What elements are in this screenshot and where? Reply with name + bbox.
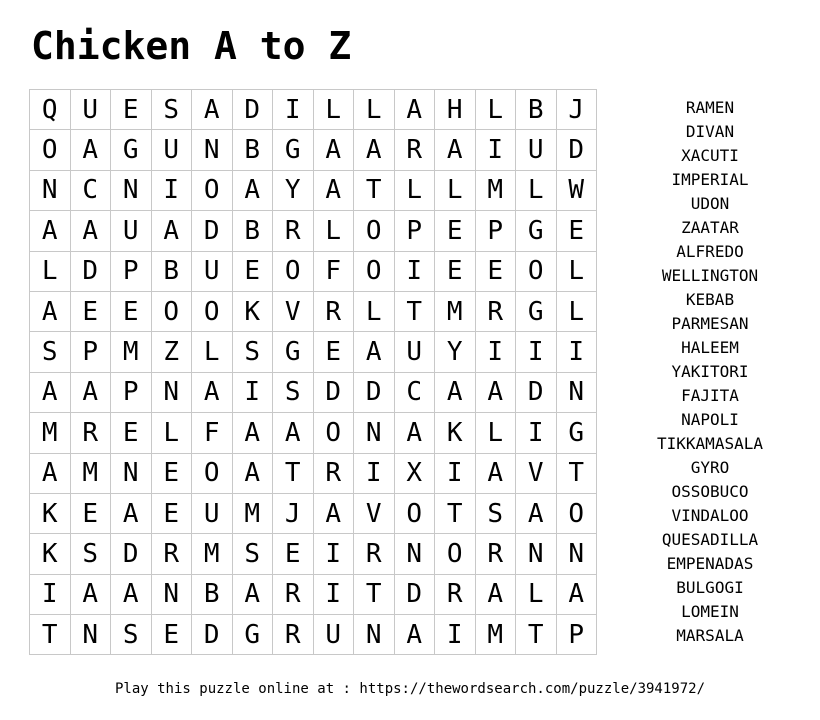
grid-cell[interactable]: I [556, 332, 597, 372]
grid-cell[interactable]: D [516, 372, 557, 412]
grid-cell[interactable]: A [435, 130, 476, 170]
grid-cell[interactable]: A [70, 372, 111, 412]
grid-cell[interactable]: M [111, 332, 152, 372]
grid-cell[interactable]: I [435, 453, 476, 493]
grid-cell[interactable]: T [354, 574, 395, 614]
grid-row [30, 615, 597, 655]
grid-cell[interactable]: R [475, 534, 516, 574]
grid-cell[interactable]: D [232, 90, 273, 130]
grid-cell[interactable]: R [475, 291, 516, 331]
grid-cell[interactable]: R [313, 453, 354, 493]
grid-cell[interactable]: O [394, 493, 435, 533]
grid-cell[interactable]: M [30, 413, 71, 453]
grid-cell[interactable]: E [151, 453, 192, 493]
grid-row [30, 291, 597, 331]
grid-cell[interactable]: I [232, 372, 273, 412]
grid-cell[interactable]: L [556, 251, 597, 291]
grid-cell[interactable]: A [30, 211, 71, 251]
grid-cell[interactable]: E [111, 90, 152, 130]
grid-cell[interactable]: A [354, 130, 395, 170]
word-list-item: DIVAN [685, 122, 735, 141]
grid-cell[interactable]: L [475, 413, 516, 453]
word-list-item: RAMEN [685, 98, 735, 117]
grid-cell[interactable]: A [30, 453, 71, 493]
word-list-item: TIKKAMASALA [657, 434, 763, 453]
grid-cell[interactable]: E [70, 291, 111, 331]
word-list-item: WELLINGTON [661, 266, 759, 285]
grid-cell[interactable]: L [354, 291, 395, 331]
grid-cell[interactable]: N [151, 574, 192, 614]
grid-cell[interactable]: C [394, 372, 435, 412]
word-list-item: NAPOLI [681, 410, 739, 429]
grid-cell[interactable]: I [435, 615, 476, 655]
grid-cell[interactable]: I [313, 574, 354, 614]
grid-cell[interactable]: L [192, 332, 233, 372]
grid-cell[interactable]: G [556, 413, 597, 453]
grid-cell[interactable]: C [70, 170, 111, 210]
grid-row [30, 574, 597, 614]
grid-cell[interactable]: D [192, 615, 233, 655]
grid-cell[interactable]: S [273, 372, 314, 412]
grid-cell[interactable]: T [30, 615, 71, 655]
grid-cell[interactable]: M [192, 534, 233, 574]
grid-cell[interactable]: D [313, 372, 354, 412]
grid-row [30, 453, 597, 493]
grid-cell[interactable]: O [435, 534, 476, 574]
grid-cell[interactable]: A [70, 130, 111, 170]
grid-cell[interactable]: A [475, 372, 516, 412]
grid-cell[interactable]: B [232, 211, 273, 251]
grid-cell[interactable]: S [70, 534, 111, 574]
grid-cell[interactable]: O [354, 251, 395, 291]
grid-row [30, 413, 597, 453]
grid-row [30, 211, 597, 251]
grid-cell[interactable]: M [232, 493, 273, 533]
grid-cell[interactable]: R [354, 534, 395, 574]
grid-row [30, 372, 597, 412]
grid-cell[interactable]: A [151, 211, 192, 251]
grid-cell[interactable]: V [273, 291, 314, 331]
grid-cell[interactable]: E [435, 251, 476, 291]
grid-cell[interactable]: M [475, 615, 516, 655]
grid-cell[interactable]: A [394, 413, 435, 453]
grid-cell[interactable]: A [394, 90, 435, 130]
grid-cell[interactable]: A [30, 372, 71, 412]
grid-cell[interactable]: L [354, 90, 395, 130]
grid-row [30, 130, 597, 170]
word-list-item: OSSOBUCO [671, 482, 749, 501]
grid-cell[interactable]: O [273, 251, 314, 291]
grid-cell[interactable]: H [435, 90, 476, 130]
grid-cell[interactable]: U [70, 90, 111, 130]
grid-cell[interactable]: G [273, 332, 314, 372]
grid-cell[interactable]: L [516, 170, 557, 210]
grid-cell[interactable]: A [70, 574, 111, 614]
grid-cell[interactable]: R [151, 534, 192, 574]
grid-cell[interactable]: I [475, 130, 516, 170]
grid-cell[interactable]: O [192, 453, 233, 493]
grid-cell[interactable]: G [516, 291, 557, 331]
grid-cell[interactable]: M [435, 291, 476, 331]
grid-cell[interactable]: D [111, 534, 152, 574]
grid-cell[interactable]: E [151, 493, 192, 533]
grid-cell[interactable]: T [556, 453, 597, 493]
grid-cell[interactable]: B [516, 90, 557, 130]
grid-cell[interactable]: I [516, 332, 557, 372]
grid-cell[interactable]: A [556, 574, 597, 614]
grid-cell[interactable]: S [475, 493, 516, 533]
grid-row [30, 534, 597, 574]
grid-row [30, 170, 597, 210]
grid-cell[interactable]: T [435, 493, 476, 533]
grid-cell[interactable]: Z [151, 332, 192, 372]
grid-cell[interactable]: I [151, 170, 192, 210]
grid-cell[interactable]: S [30, 332, 71, 372]
grid-cell[interactable]: Y [273, 170, 314, 210]
word-list-item: LOMEIN [681, 602, 739, 621]
grid-cell[interactable]: G [273, 130, 314, 170]
grid-cell[interactable]: A [313, 493, 354, 533]
word-list-item: XACUTI [681, 146, 739, 165]
grid-cell[interactable]: N [111, 170, 152, 210]
grid-cell[interactable]: N [556, 372, 597, 412]
grid-cell[interactable]: O [192, 291, 233, 331]
grid-cell[interactable]: A [475, 453, 516, 493]
grid-cell[interactable]: N [151, 372, 192, 412]
grid-row [30, 251, 597, 291]
grid-cell[interactable]: S [232, 534, 273, 574]
grid-cell[interactable]: G [232, 615, 273, 655]
grid-row [30, 90, 597, 130]
grid-cell[interactable]: A [354, 332, 395, 372]
grid-cell[interactable]: N [354, 615, 395, 655]
grid-cell[interactable]: O [313, 413, 354, 453]
grid-cell[interactable]: U [313, 615, 354, 655]
grid-cell[interactable]: L [394, 170, 435, 210]
grid-cell[interactable]: B [232, 130, 273, 170]
grid-cell[interactable]: T [273, 453, 314, 493]
grid-cell[interactable]: A [192, 372, 233, 412]
grid-cell[interactable]: D [192, 211, 233, 251]
grid-cell[interactable]: E [111, 291, 152, 331]
grid-cell[interactable]: R [394, 130, 435, 170]
grid-cell[interactable]: T [394, 291, 435, 331]
grid-cell[interactable]: L [30, 251, 71, 291]
grid-cell[interactable]: U [192, 493, 233, 533]
word-list-item: EMPENADAS [666, 554, 754, 573]
grid-cell[interactable]: Q [30, 90, 71, 130]
grid-cell[interactable]: V [516, 453, 557, 493]
grid-cell[interactable]: A [394, 615, 435, 655]
grid-cell[interactable]: A [70, 211, 111, 251]
grid-cell[interactable]: R [70, 413, 111, 453]
grid-cell[interactable]: P [111, 372, 152, 412]
grid-cell[interactable]: M [475, 170, 516, 210]
grid-cell[interactable]: S [111, 615, 152, 655]
grid-cell[interactable]: D [354, 372, 395, 412]
word-list-item: YAKITORI [671, 362, 749, 381]
grid-cell[interactable]: D [70, 251, 111, 291]
grid-cell[interactable]: S [232, 332, 273, 372]
grid-cell[interactable]: V [354, 493, 395, 533]
grid-cell[interactable]: L [313, 90, 354, 130]
grid-cell[interactable]: E [435, 211, 476, 251]
grid-cell[interactable]: L [516, 574, 557, 614]
grid-cell[interactable]: I [475, 332, 516, 372]
grid-cell[interactable]: U [192, 251, 233, 291]
grid-cell[interactable]: P [556, 615, 597, 655]
grid-cell[interactable]: N [70, 615, 111, 655]
grid-cell[interactable]: N [192, 130, 233, 170]
grid-cell[interactable]: U [151, 130, 192, 170]
grid-cell[interactable]: J [273, 493, 314, 533]
grid-row [30, 332, 597, 372]
word-list-item: KEBAB [685, 290, 735, 309]
grid-cell[interactable]: P [70, 332, 111, 372]
word-list [640, 96, 780, 648]
grid-cell[interactable]: R [273, 615, 314, 655]
grid-cell[interactable]: I [30, 574, 71, 614]
grid-cell[interactable]: A [111, 574, 152, 614]
word-list-item: FAJITA [681, 386, 739, 405]
grid-cell[interactable]: R [273, 211, 314, 251]
word-list-item: PARMESAN [671, 314, 749, 333]
grid-cell[interactable]: E [111, 413, 152, 453]
grid-cell[interactable]: G [111, 130, 152, 170]
grid-cell[interactable]: O [516, 251, 557, 291]
grid-cell[interactable]: A [313, 130, 354, 170]
grid-cell[interactable]: N [556, 534, 597, 574]
grid-cell[interactable]: A [232, 574, 273, 614]
word-list-item: IMPERIAL [671, 170, 749, 189]
grid-cell[interactable]: F [192, 413, 233, 453]
grid-cell[interactable]: B [151, 251, 192, 291]
grid-cell[interactable]: I [354, 453, 395, 493]
grid-cell[interactable]: E [151, 615, 192, 655]
grid-cell[interactable]: U [394, 332, 435, 372]
grid-cell[interactable]: I [516, 413, 557, 453]
grid-cell[interactable]: Y [435, 332, 476, 372]
grid-cell[interactable]: O [30, 130, 71, 170]
grid-cell[interactable]: N [354, 413, 395, 453]
grid-cell[interactable]: O [354, 211, 395, 251]
grid-cell[interactable]: K [435, 413, 476, 453]
grid-cell[interactable]: O [151, 291, 192, 331]
grid-cell[interactable]: U [111, 211, 152, 251]
word-list-item: ZAATAR [681, 218, 739, 237]
grid-cell[interactable]: K [232, 291, 273, 331]
grid-cell[interactable]: D [556, 130, 597, 170]
grid-cell[interactable]: A [475, 574, 516, 614]
grid-cell[interactable]: B [192, 574, 233, 614]
grid-cell[interactable]: A [273, 413, 314, 453]
grid-cell[interactable]: A [30, 291, 71, 331]
grid-cell[interactable]: E [556, 211, 597, 251]
grid-cell[interactable]: A [232, 413, 273, 453]
grid-cell[interactable]: D [394, 574, 435, 614]
grid-cell[interactable]: N [111, 453, 152, 493]
grid-cell[interactable]: S [151, 90, 192, 130]
grid-cell[interactable]: E [273, 534, 314, 574]
grid-cell[interactable]: N [394, 534, 435, 574]
grid-cell[interactable]: O [556, 493, 597, 533]
grid-cell[interactable]: A [192, 90, 233, 130]
grid-cell[interactable]: R [273, 574, 314, 614]
word-list-item: UDON [690, 194, 730, 213]
grid-cell[interactable]: X [394, 453, 435, 493]
grid-cell[interactable]: E [313, 332, 354, 372]
grid-cell[interactable]: P [475, 211, 516, 251]
word-list-item: VINDALOO [671, 506, 749, 525]
footer-link-text[interactable]: Play this puzzle online at : https://thewordsearch.com/puzzle/3941972/ [114, 681, 705, 697]
grid-cell[interactable]: K [30, 534, 71, 574]
grid-cell[interactable]: N [516, 534, 557, 574]
grid-cell[interactable]: E [475, 251, 516, 291]
grid-cell[interactable]: T [354, 170, 395, 210]
grid-cell[interactable]: J [556, 90, 597, 130]
grid-cell[interactable]: W [556, 170, 597, 210]
grid-cell[interactable]: R [435, 574, 476, 614]
grid-cell[interactable]: A [435, 372, 476, 412]
word-list-item: HALEEM [681, 338, 739, 357]
word-list-item: QUESADILLA [661, 530, 759, 549]
grid-cell[interactable]: L [475, 90, 516, 130]
grid-cell[interactable]: N [30, 170, 71, 210]
grid-cell[interactable]: P [111, 251, 152, 291]
word-list-item: MARSALA [676, 626, 744, 645]
grid-cell[interactable]: I [273, 90, 314, 130]
grid-cell[interactable]: L [556, 291, 597, 331]
grid-cell[interactable]: G [516, 211, 557, 251]
grid-cell[interactable]: I [394, 251, 435, 291]
grid-cell[interactable]: A [516, 493, 557, 533]
word-list-item: ALFREDO [676, 242, 744, 261]
grid-cell[interactable]: U [516, 130, 557, 170]
grid-cell[interactable]: I [313, 534, 354, 574]
grid-cell[interactable]: O [192, 170, 233, 210]
grid-cell[interactable]: A [111, 493, 152, 533]
word-list-item: GYRO [690, 458, 730, 477]
grid-cell[interactable]: M [70, 453, 111, 493]
word-list-item: BULGOGI [676, 578, 744, 597]
grid-cell[interactable]: E [70, 493, 111, 533]
puzzle-title: Chicken A to Z [31, 24, 352, 68]
grid-cell[interactable]: A [313, 170, 354, 210]
grid-cell[interactable]: A [232, 453, 273, 493]
letter-grid[interactable] [29, 89, 597, 655]
grid-cell[interactable]: F [313, 251, 354, 291]
grid-cell[interactable]: E [232, 251, 273, 291]
grid-cell[interactable]: L [151, 413, 192, 453]
grid-cell[interactable]: P [394, 211, 435, 251]
grid-row [30, 493, 597, 533]
grid-cell[interactable]: A [232, 170, 273, 210]
grid-cell[interactable]: L [435, 170, 476, 210]
grid-cell[interactable]: L [313, 211, 354, 251]
grid-cell[interactable]: K [30, 493, 71, 533]
grid-cell[interactable]: T [516, 615, 557, 655]
grid-cell[interactable]: R [313, 291, 354, 331]
